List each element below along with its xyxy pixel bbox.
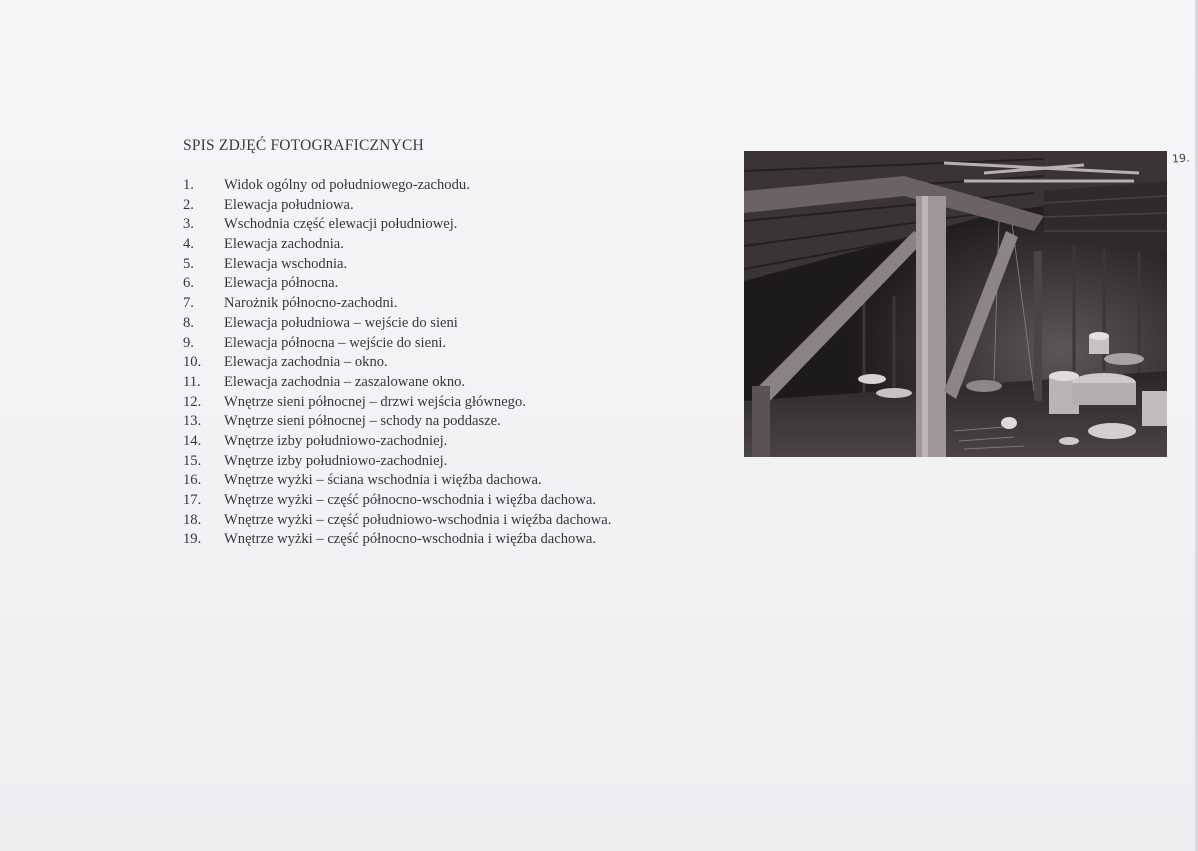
list-item <box>183 314 611 334</box>
list-item <box>183 452 611 472</box>
item-number: 1. <box>183 177 194 193</box>
item-number: 2. <box>183 196 194 213</box>
list-item <box>183 215 611 235</box>
item-number: 16. <box>183 472 202 489</box>
item-number: 13. <box>183 413 202 430</box>
list-item <box>183 196 611 216</box>
item-text: Narożnik północno-zachodni. <box>224 295 398 312</box>
list-item <box>183 334 611 354</box>
item-text: Wnętrze sieni północnej – schody na poddasze. <box>224 413 501 430</box>
list-item <box>183 353 611 373</box>
item-number: 4. <box>183 236 194 253</box>
item-number: 9. <box>183 334 194 351</box>
page-number: 19. <box>1171 151 1190 166</box>
item-text: Wschodnia część elewacji południowej. <box>224 216 458 233</box>
list-item <box>183 294 611 314</box>
item-text: Elewacja zachodnia – zaszalowane okno. <box>224 373 466 390</box>
item-number: 10. <box>183 354 202 371</box>
item-number: 18. <box>183 511 202 528</box>
item-text: Wnętrze wyżki – część południowo-wschodnia i więźba dachowa. <box>224 511 612 528</box>
item-text: Wnętrze izby południowo-zachodniej. <box>224 452 448 469</box>
item-number: 7. <box>183 295 194 312</box>
list-item <box>183 530 611 550</box>
item-number: 8. <box>183 314 194 331</box>
item-text: Wnętrze wyżki – część północno-wschodnia i więźba dachowa. <box>224 531 596 548</box>
item-number: 11. <box>183 373 201 390</box>
item-number: 6. <box>183 275 194 292</box>
item-text: Elewacja północna – wejście do sieni. <box>224 334 447 351</box>
item-number: 12. <box>183 393 202 410</box>
photo-list <box>183 176 611 550</box>
list-item <box>183 373 611 393</box>
list-item <box>183 255 611 275</box>
list-item <box>183 412 611 432</box>
list-item <box>183 491 611 511</box>
item-number: 5. <box>183 255 194 272</box>
item-number: 17. <box>183 492 202 508</box>
item-text: Wnętrze sieni północnej – drzwi wejścia głównego. <box>224 393 526 410</box>
item-text: Elewacja południowa. <box>224 196 354 213</box>
item-text: Wnętrze wyżki – część północno-wschodnia i więźba dachowa. <box>224 492 596 508</box>
list-item <box>183 432 611 452</box>
list-item <box>183 471 611 491</box>
item-number: 19. <box>183 531 202 548</box>
photo-drawing <box>744 151 1167 457</box>
item-text: Elewacja wschodnia. <box>224 255 348 272</box>
list-item <box>183 511 611 531</box>
document-heading: SPIS ZDJĘĆ FOTOGRAFICZNYCH <box>183 137 424 154</box>
item-number: 3. <box>183 216 194 233</box>
list-item <box>183 235 611 255</box>
item-text: Elewacja zachodnia – okno. <box>224 354 388 371</box>
item-text: Wnętrze izby południowo-zachodniej. <box>224 432 448 449</box>
item-number: 15. <box>183 452 202 469</box>
list-item <box>183 274 611 294</box>
list-item <box>183 176 611 196</box>
item-text: Wnętrze wyżki – ściana wschodnia i więźba dachowa. <box>224 472 542 489</box>
item-number: 14. <box>183 432 202 449</box>
item-text: Widok ogólny od południowego-zachodu. <box>224 177 470 193</box>
item-text: Elewacja południowa – wejście do sieni <box>224 314 458 331</box>
list-item <box>183 393 611 413</box>
attic-interior-photo <box>744 151 1167 457</box>
item-text: Elewacja północna. <box>224 275 339 292</box>
item-text: Elewacja zachodnia. <box>224 236 344 253</box>
